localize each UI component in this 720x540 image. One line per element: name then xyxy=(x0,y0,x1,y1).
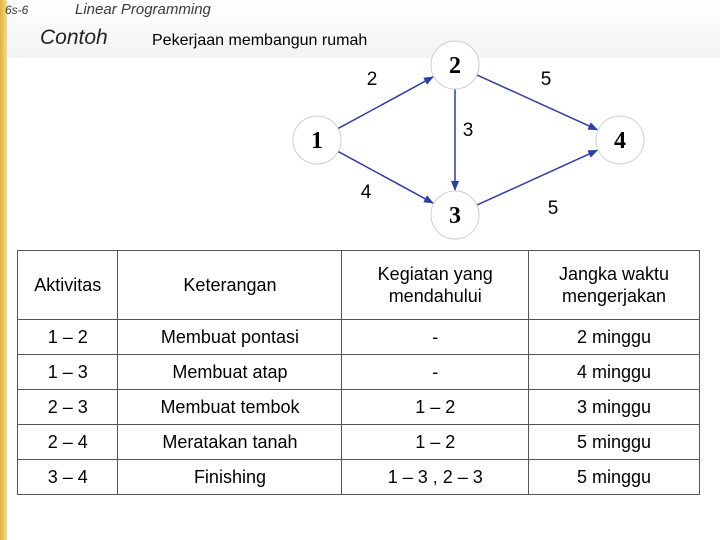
table-cell: Membuat tembok xyxy=(118,390,342,425)
table-row xyxy=(18,355,700,390)
header-line: mendahului xyxy=(388,286,482,306)
page-subtitle: Pekerjaan membangun rumah xyxy=(152,32,368,49)
edge-arrow-e34 xyxy=(477,150,597,205)
table-header-row xyxy=(18,251,700,320)
header-aktivitas: Aktivitas xyxy=(18,251,118,320)
table-cell: 2 – 4 xyxy=(18,425,118,460)
header-keterangan: Keterangan xyxy=(118,251,342,320)
course-title: Linear Programming xyxy=(75,1,211,18)
activity-network-diagram xyxy=(0,0,720,250)
header-line: Jangka waktu xyxy=(558,264,670,284)
table-cell: Membuat pontasi xyxy=(118,320,342,355)
edge-duration-label: 5 xyxy=(540,69,552,90)
edge-duration-label: 2 xyxy=(366,69,378,90)
section-label: Contoh xyxy=(40,26,108,49)
table-cell: 1 – 3 , 2 – 3 xyxy=(342,460,529,495)
table-cell: 4 minggu xyxy=(529,355,700,390)
table-cell: 3 – 4 xyxy=(18,460,118,495)
slide-number: 6s-6 xyxy=(5,3,29,17)
table-cell: 5 minggu xyxy=(529,425,700,460)
header-line: mengerjakan xyxy=(561,286,667,306)
activity-table xyxy=(17,250,700,495)
table-cell: 2 minggu xyxy=(529,320,700,355)
table-cell: 1 – 3 xyxy=(18,355,118,390)
table-cell: 1 – 2 xyxy=(18,320,118,355)
table-row xyxy=(18,460,700,495)
node-label: 4 xyxy=(614,128,626,154)
node-label: 3 xyxy=(449,203,461,229)
table-cell: 1 – 2 xyxy=(342,425,529,460)
edge-duration-label: 3 xyxy=(462,120,474,141)
edge-arrow-e24 xyxy=(477,75,597,130)
header-kegiatan-mendahului xyxy=(342,251,529,320)
table-cell: 5 minggu xyxy=(529,460,700,495)
edge-duration-label: 4 xyxy=(360,182,372,203)
edge-arrow-e13 xyxy=(338,151,433,203)
table-cell: Finishing xyxy=(118,460,342,495)
node-label: 2 xyxy=(449,53,461,79)
table-cell: Meratakan tanah xyxy=(118,425,342,460)
table-cell: - xyxy=(342,320,529,355)
edge-duration-label: 5 xyxy=(547,198,559,219)
table-row xyxy=(18,320,700,355)
edge-arrow-e12 xyxy=(338,77,433,129)
header-jangka-waktu xyxy=(529,251,700,320)
table-cell: 3 minggu xyxy=(529,390,700,425)
table-cell: 2 – 3 xyxy=(18,390,118,425)
header-line: Kegiatan yang xyxy=(377,264,493,284)
node-label: 1 xyxy=(311,128,323,154)
table-cell: - xyxy=(342,355,529,390)
table-cell: 1 – 2 xyxy=(342,390,529,425)
table-cell: Membuat atap xyxy=(118,355,342,390)
table-row xyxy=(18,390,700,425)
table-row xyxy=(18,425,700,460)
